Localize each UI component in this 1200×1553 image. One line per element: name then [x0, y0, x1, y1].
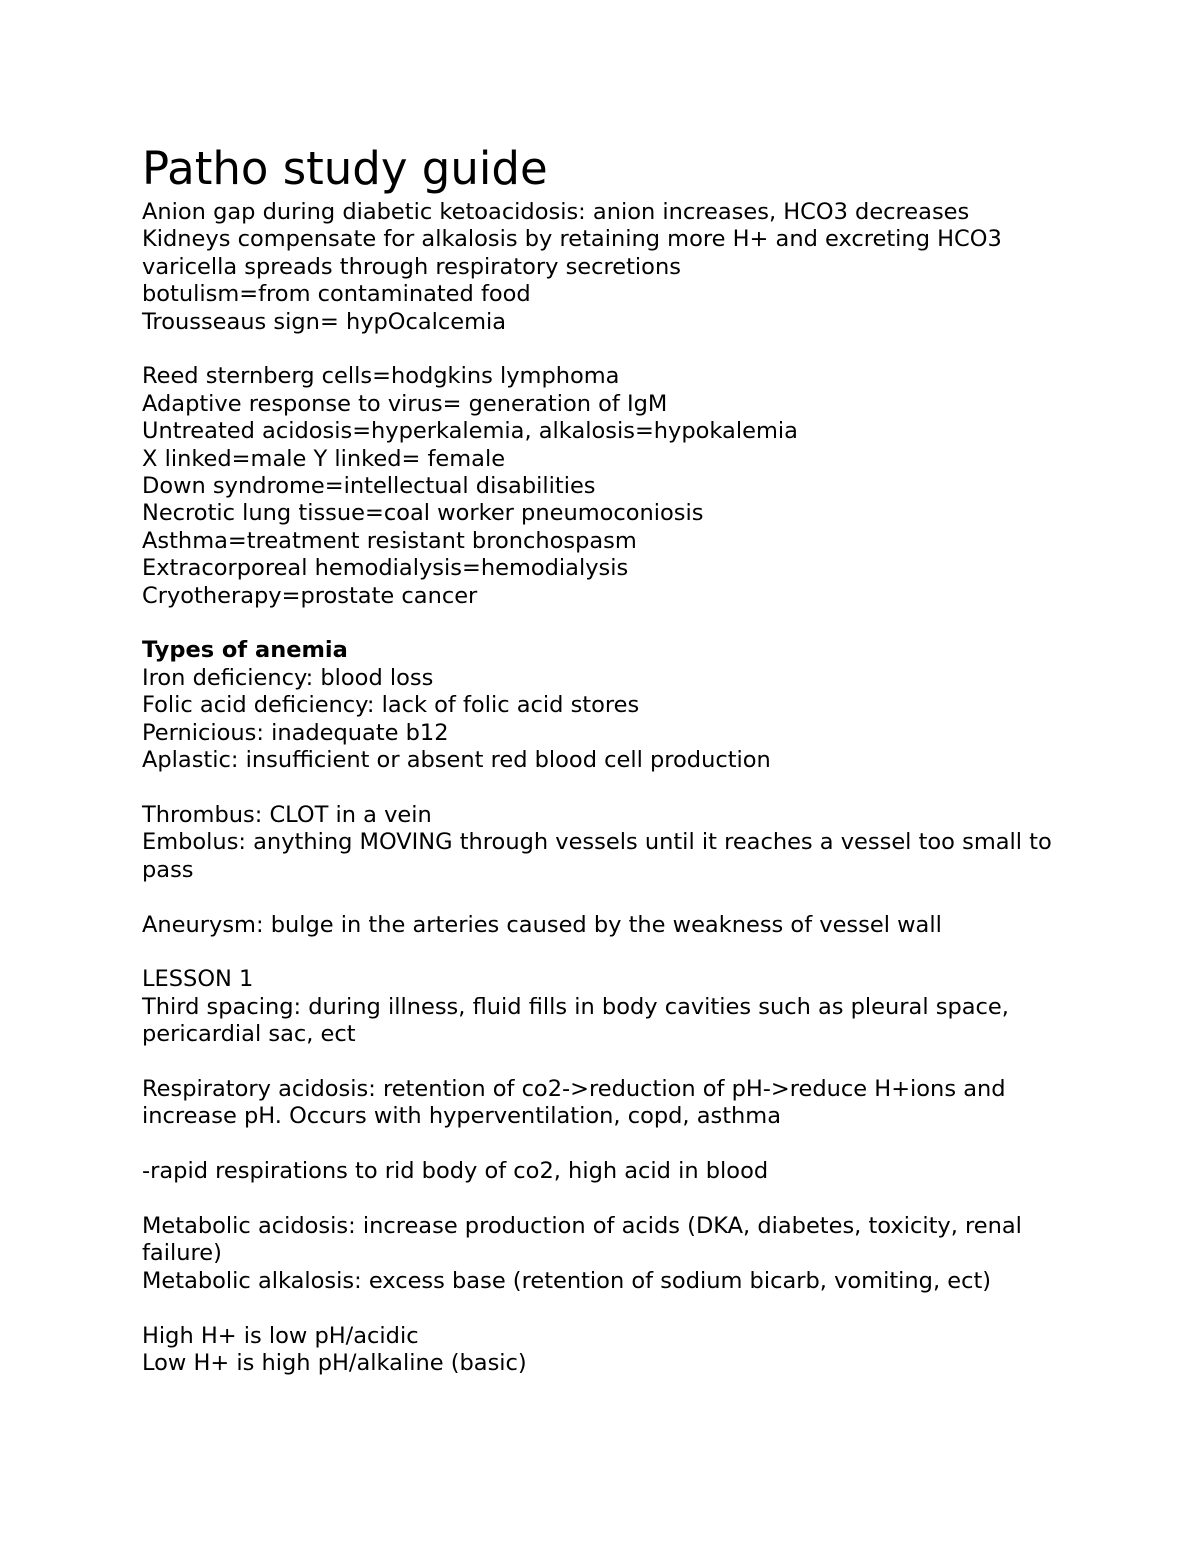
- blank-line: [142, 939, 1072, 966]
- anemia-item: Folic acid deficiency: lack of folic acid stores: [142, 692, 640, 719]
- aneurysm-note: Aneurysm: bulge in the arteries caused by the weakness of vessel wall: [142, 911, 942, 938]
- note-line: Anion gap during diabetic ketoacidosis: anion increases, HCO3 decreases: [142, 199, 970, 225]
- note-line: Kidneys compensate for alkalosis by retaining more H+ and excreting HCO3: [142, 226, 1002, 253]
- note-line: Cryotherapy=prostate cancer: [142, 582, 478, 609]
- note-line: Adaptive response to virus= generation of IgM: [142, 390, 668, 417]
- low-h-note: Low H+ is high pH/alkaline (basic): [142, 1349, 527, 1376]
- embolus-note: Embolus: anything MOVING through vessels until it reaches a vessel too small to pass: [142, 829, 1059, 883]
- metabolic-acidosis-note: Metabolic acidosis: increase production of acids (DKA, diabetes, toxicity, renal failure): [142, 1212, 1030, 1267]
- note-line: Necrotic lung tissue=coal worker pneumoconiosis: [142, 500, 704, 527]
- note-line: Down syndrome=intellectual disabilities: [142, 473, 596, 500]
- note-line: Trousseaus sign= hypOcalcemia: [142, 308, 507, 335]
- anemia-item: Pernicious: inadequate b12: [142, 719, 449, 746]
- note-line: X linked=male Y linked= female: [142, 445, 506, 472]
- blank-line: [142, 884, 1072, 911]
- rapid-respirations-note: -rapid respirations to rid body of co2, high acid in blood: [142, 1158, 769, 1185]
- blank-line: [142, 1186, 1072, 1213]
- blank-line: [142, 1295, 1072, 1322]
- respiratory-acidosis-note: Respiratory acidosis: retention of co2->reduction of pH->reduce H+ions and increase pH. Occurs with hyperventilation, copd, asthma: [142, 1075, 1013, 1130]
- note-line: Extracorporeal hemodialysis=hemodialysis: [142, 555, 629, 582]
- document-title: Patho study guide: [142, 142, 548, 195]
- blank-line: [142, 336, 1072, 363]
- blank-line: [142, 1049, 1072, 1076]
- note-line: Untreated acidosis=hyperkalemia, alkalosis=hypokalemia: [142, 418, 798, 445]
- note-line: varicella spreads through respiratory secretions: [142, 253, 681, 280]
- blank-line: [142, 1131, 1072, 1158]
- lesson-heading: LESSON 1: [142, 966, 254, 993]
- third-spacing-note: Third spacing: during illness, fluid fills in body cavities such as pleural space, pericardial sac, ect: [142, 993, 1017, 1048]
- metabolic-alkalosis-note: Metabolic alkalosis: excess base (retention of sodium bicarb, vomiting, ect): [142, 1267, 992, 1294]
- high-h-note: High H+ is low pH/acidic: [142, 1322, 419, 1349]
- document-page: [142, 140, 1072, 1377]
- note-line: Reed sternberg cells=hodgkins lymphoma: [142, 363, 620, 390]
- blank-line: [142, 610, 1072, 637]
- anemia-heading: Types of anemia: [142, 637, 348, 664]
- note-line: Asthma=treatment resistant bronchospasm: [142, 527, 637, 554]
- anemia-item: Iron deficiency: blood loss: [142, 664, 434, 691]
- anemia-item: Aplastic: insufficient or absent red blood cell production: [142, 747, 771, 774]
- blank-line: [142, 775, 1072, 802]
- note-line: botulism=from contaminated food: [142, 281, 531, 308]
- thrombus-note: Thrombus: CLOT in a vein: [142, 801, 432, 828]
